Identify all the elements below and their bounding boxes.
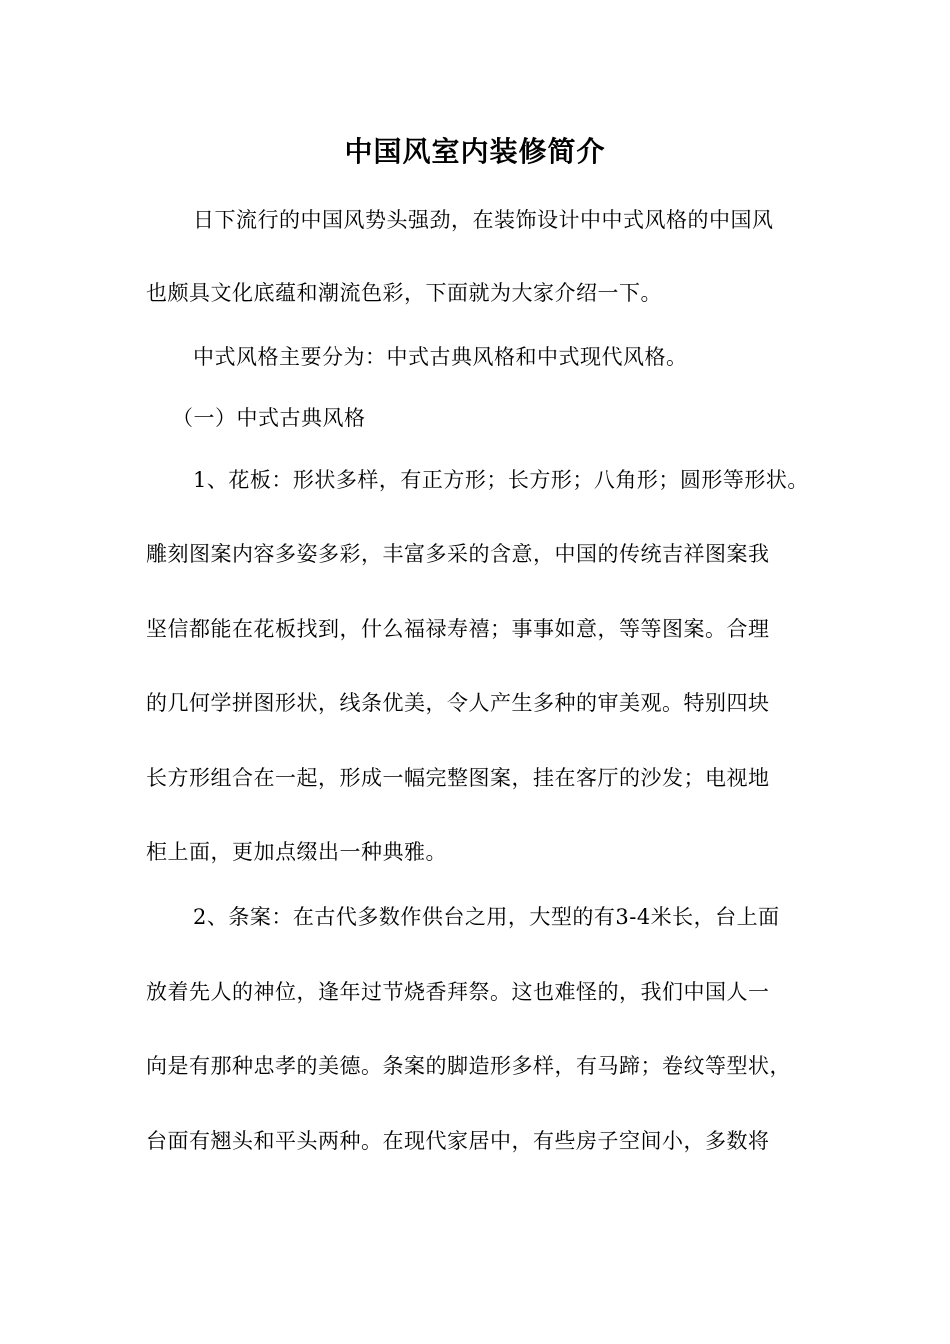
paragraph-huaban-line-6: 柜上面，更加点缀出一种典雅。 [146,840,447,864]
paragraph-huaban-line-4: 的几何学拼图形状，线条优美，令人产生多种的审美观。特别四块 [146,691,770,715]
paragraph-huaban-line-1: 1、花板：形状多样，有正方形；长方形；八角形；圆形等形状。 [193,468,809,492]
paragraph-tiaoan-line-3: 向是有那种忠孝的美德。条案的脚造形多样，有马蹄；卷纹等型状， [146,1054,791,1078]
paragraph-tiaoan-line-2: 放着先人的神位，逢年过节烧香拜祭。这也难怪的，我们中国人一 [146,980,770,1004]
section-heading-classical: （一）中式古典风格 [172,406,366,430]
paragraph-huaban-line-5: 长方形组合在一起，形成一幅完整图案，挂在客厅的沙发；电视地 [146,766,770,790]
paragraph-intro-line-1: 日下流行的中国风势头强劲，在装饰设计中中式风格的中国风 [193,208,774,232]
paragraph-tiaoan-line-1: 2、条案：在古代多数作供台之用，大型的有3-4米长，台上面 [193,905,780,929]
paragraph-huaban-line-3: 坚信都能在花板找到，什么福禄寿禧；事事如意，等等图案。合理 [146,617,770,641]
paragraph-huaban-line-2: 雕刻图案内容多姿多彩，丰富多采的含意，中国的传统吉祥图案我 [146,542,770,566]
paragraph-tiaoan-line-4: 台面有翘头和平头两种。在现代家居中，有些房子空间小，多数将 [146,1129,770,1153]
paragraph-styles-line: 中式风格主要分为：中式古典风格和中式现代风格。 [193,345,688,369]
paragraph-intro-line-2: 也颇具文化底蕴和潮流色彩，下面就为大家介绍一下。 [146,281,662,305]
document-title: 中国风室内装修简介 [344,135,606,168]
